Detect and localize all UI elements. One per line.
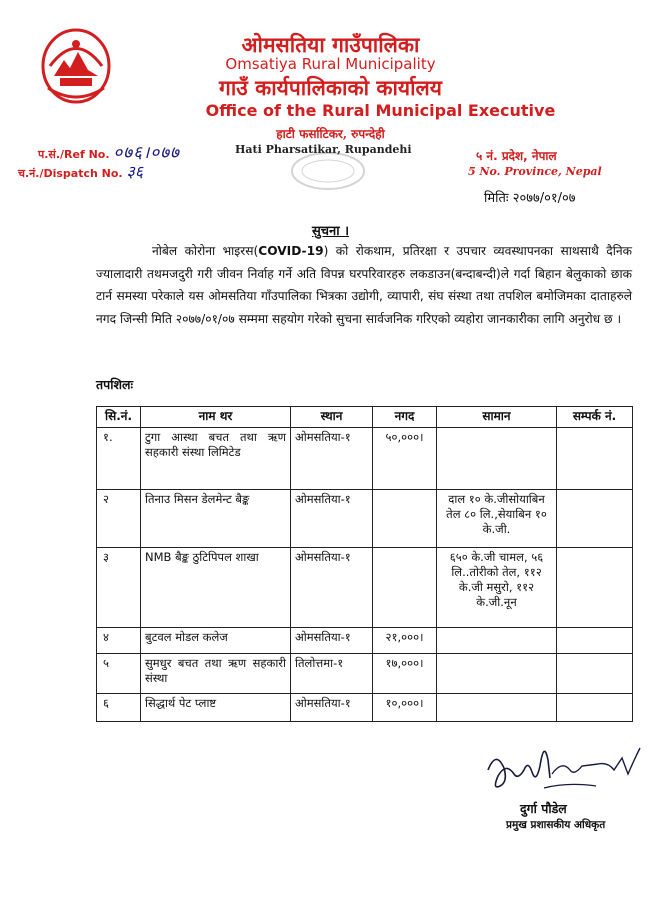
table-row	[97, 548, 633, 628]
notice-body: नोबेल कोरोना भाइरस(COVID-19) को रोकथाम, प्रतिरक्षा र उपचार व्यवस्थापनका साथसाथै दैनिक ज्यालादारी तथमजदुरी गरी जीवन निर्वाह गर्ने अति विपन्न घरपरिवारहरु लकडाउन(बन्दाबन्दी)ले गर्दा बिहान बेलुकाको छाक टार्न समस्या परेकाले यस ओमसतिया गाँउपालिका भित्रका उद्योगी, व्यापारी, संघ संस्था तथा तपशिल बमोजिमका दाताहरुले नगद जिन्सी मिति २०७७/०१/०७ सम्ममा सहयोग गरेको सुचना सार्वजनिक गरिएको व्यहोरा जानकारीका लागि अनुरोध छ ।	[96, 244, 633, 326]
cell-name: तिनाउ मिसन डेलमेन्ट बैङ्क	[141, 490, 291, 548]
cell-name: टुगा आस्था बचत तथा ऋण सहकारी संस्था लिमिटेड	[141, 428, 291, 490]
header-place: स्थान	[291, 407, 373, 428]
donor-table	[96, 406, 633, 722]
cell-contact	[557, 694, 633, 722]
cell-cash: २१,०००।	[373, 628, 437, 654]
table-row	[97, 428, 633, 490]
cell-sn: ५	[97, 654, 141, 694]
cell-contact	[557, 628, 633, 654]
header-cash: नगद	[373, 407, 437, 428]
cell-cash: १०,०००।	[373, 694, 437, 722]
office-name-np: गाउँ कार्यपालिकाको कार्यालय	[219, 76, 442, 100]
table-row	[97, 654, 633, 694]
table-row	[97, 694, 633, 722]
cell-contact	[557, 428, 633, 490]
table-header-row	[97, 407, 633, 428]
table-row	[97, 628, 633, 654]
cell-goods	[437, 694, 557, 722]
cell-name: सुमधुर बचत तथा ऋण सहकारी संस्था	[141, 654, 291, 694]
cell-contact	[557, 490, 633, 548]
cell-sn: २	[97, 490, 141, 548]
header-name: नाम थर	[141, 407, 291, 428]
office-name-en: Office of the Rural Municipal Executive	[205, 101, 556, 120]
cell-sn: ४	[97, 628, 141, 654]
handwritten-signature	[478, 730, 648, 800]
cell-place: ओमसतिया-१	[291, 694, 373, 722]
signatory-name: दुर्गा पौडेल	[520, 801, 567, 816]
header-sn: सि.नं.	[97, 407, 141, 428]
notice-title: सुचना ।	[311, 224, 350, 239]
cell-name: बुटवल मोडल कलेज	[141, 628, 291, 654]
header-goods: सामान	[437, 407, 557, 428]
cell-sn: ३	[97, 548, 141, 628]
date-line	[484, 188, 576, 206]
cell-cash: ५०,०००।	[373, 428, 437, 490]
municipality-name-np: ओमसतिया गाउँपालिका	[241, 33, 420, 57]
cell-sn: १.	[97, 428, 141, 490]
dispatch-label: च.नं./Dispatch No.	[18, 167, 123, 180]
ref-label: प.सं./Ref No.	[38, 148, 110, 161]
province-en: 5 No. Province, Nepal	[468, 165, 602, 178]
covid-term: COVID-19	[258, 244, 324, 258]
cell-place: ओमसतिया-१	[291, 548, 373, 628]
cell-goods: दाल १० के.जीसोयाबिन तेल ८० लि.,सेयाबिन १० के.जी.	[437, 490, 557, 548]
cell-contact	[557, 654, 633, 694]
cell-cash	[373, 490, 437, 548]
table-row	[97, 490, 633, 548]
office-stamp	[288, 150, 368, 192]
cell-contact	[557, 548, 633, 628]
ref-value: ०७६।०७७	[113, 143, 180, 163]
cell-place: ओमसतिया-१	[291, 628, 373, 654]
detail-label: तपशिलः	[96, 377, 133, 392]
cell-place: ओमसतिया-१	[291, 490, 373, 548]
date-value: २०७७/०१/०७	[512, 191, 576, 206]
cell-name: सिद्धार्थ पेट प्लाष्ट	[141, 694, 291, 722]
cell-sn: ६	[97, 694, 141, 722]
cell-goods	[437, 428, 557, 490]
office-address-en: Hati Pharsatikar, Rupandehi	[235, 143, 412, 156]
cell-goods: ६५० के.जी चामल, ५६ लि..तोरीको तेल, ११२ के.जी मसुरो, ११२ के.जी.नून	[437, 548, 557, 628]
cell-place: तिलोत्तमा-१	[291, 654, 373, 694]
cell-place: ओमसतिया-१	[291, 428, 373, 490]
cell-cash	[373, 548, 437, 628]
cell-name: NMB बैङ्क ठुटिपिपल शाखा	[141, 548, 291, 628]
cell-goods	[437, 654, 557, 694]
province-np: ५ नं. प्रदेश, नेपाल	[476, 149, 557, 163]
dispatch-value: ३६	[126, 162, 144, 181]
municipality-name-en: Omsatiya Rural Municipality	[225, 55, 436, 73]
dispatch-number	[18, 160, 143, 182]
signatory-title: प्रमुख प्रशासकीय अधिकृत	[506, 819, 606, 831]
header-contact: सम्पर्क नं.	[557, 407, 633, 428]
cell-goods	[437, 628, 557, 654]
cell-cash: १७,०००।	[373, 654, 437, 694]
office-address-np: हाटी फर्साटिकर, रुपन्देही	[276, 127, 385, 141]
date-label: मितिः	[484, 191, 509, 206]
